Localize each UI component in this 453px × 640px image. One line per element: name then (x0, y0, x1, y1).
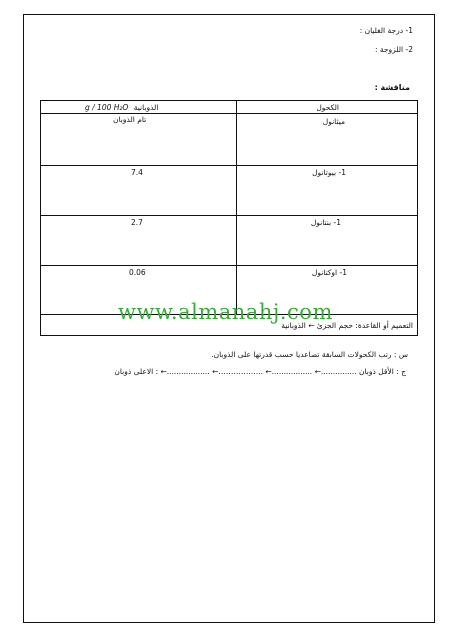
cell-alcohol-2: 1- بيوتانول (312, 168, 346, 177)
cell-alcohol-4: 1- اوكتانول (311, 268, 347, 277)
question-ordering: س : رتب الكحولات السابقة تصاعديا حسب قدرتها على الذوبان. (211, 350, 408, 359)
question-boiling-point: 1- درجة الغليان : (359, 26, 413, 35)
table-column-divider (236, 101, 237, 314)
cell-solubility-2: 7.4 (131, 168, 143, 177)
header-solubility (85, 103, 158, 112)
header-alcohol: الكحول (316, 103, 339, 112)
table-header-divider (41, 113, 417, 114)
table-row-divider (41, 165, 417, 166)
generalization-rule: التعميم أو القاعدة: حجم الجزئ ← الذوبانية (281, 321, 413, 330)
table-row-divider (41, 265, 417, 266)
cell-solubility-4: 0.06 (129, 268, 146, 277)
cell-alcohol-3: 1- بنتانول (310, 218, 341, 227)
answer-ordering: ج : الأقل ذوبان ...............← .................← ...……………← ..................← : الاعلى ذوبان (114, 367, 406, 376)
table-row-divider (41, 215, 417, 216)
question-viscosity: 2- اللزوجة : (374, 45, 413, 54)
discussion-heading: مناقشة : (374, 83, 410, 92)
cell-alcohol-1: ميثانول (322, 117, 345, 126)
watermark: www.almanahj.com (118, 300, 333, 324)
cell-solubility-1: تام الذوبان (113, 115, 147, 124)
header-solubility-unit: g / 100 H₂O (85, 103, 129, 112)
cell-solubility-3: 2.7 (131, 218, 143, 227)
header-solubility-label: الذوبانية (133, 103, 159, 112)
